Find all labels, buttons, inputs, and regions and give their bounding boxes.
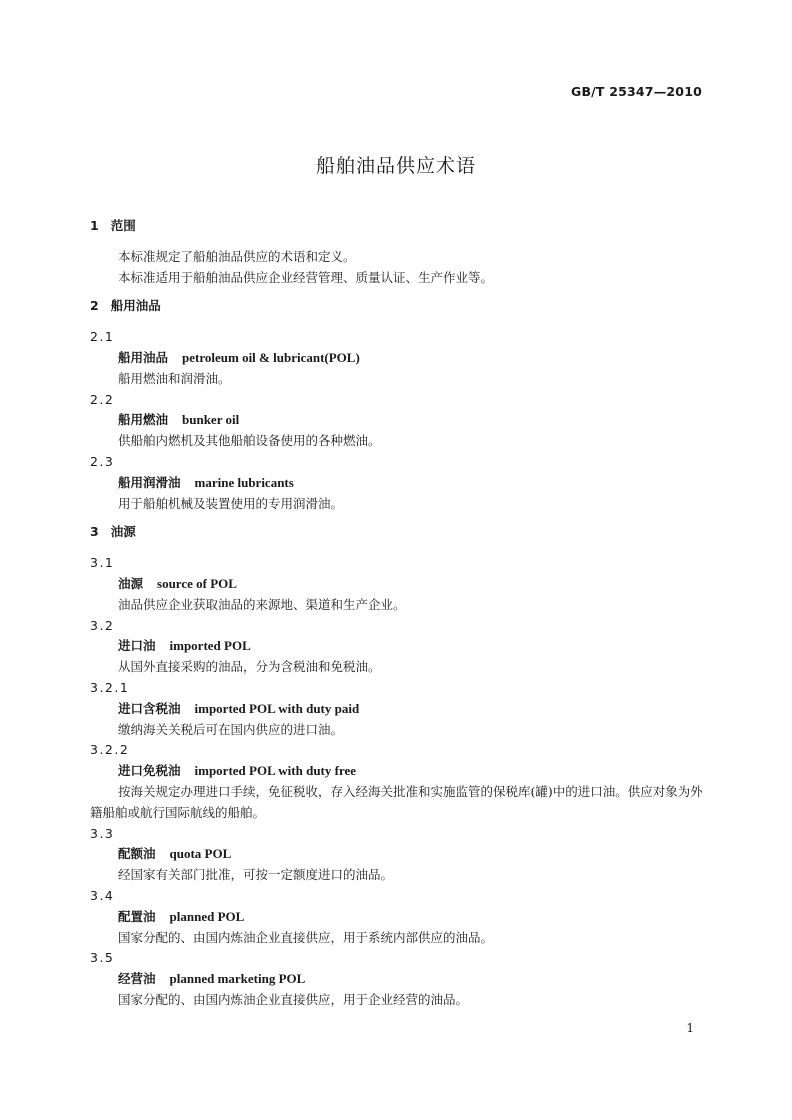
clause-number: 2.2 [90,391,115,407]
section-number: 2 [90,298,99,314]
term-line [90,636,705,657]
section-title: 船用油品 [110,298,161,314]
document-body [90,216,705,1011]
term-definition: 油品供应企业获取油品的来源地、渠道和生产企业。 [118,596,406,612]
term-chinese: 经营油 [118,971,156,987]
clause [90,886,705,948]
section-number: 1 [90,218,99,233]
section-heading-scope [90,216,705,237]
term-line [90,761,705,782]
clause [90,740,705,823]
term-line [90,574,705,595]
term-definition: 经国家有关部门批准，可按一定额度进口的油品。 [118,867,394,883]
term-chinese: 进口含税油 [118,700,181,716]
term-english: quota POL [169,846,232,862]
term-chinese: 进口免税油 [118,763,181,779]
term-line [90,907,705,928]
term-definition: 用于船舶机械及装置使用的专用润滑油。 [118,495,344,511]
term-line [90,844,705,865]
term-english: planned marketing POL [169,971,306,987]
scope-paragraph: 本标准适用于船舶油品供应企业经营管理、质量认证、生产作业等。 [118,269,494,285]
section-title: 范围 [110,218,136,233]
document-title: 船舶油品供应术语 [315,155,476,177]
term-english: planned POL [169,908,245,924]
clause [90,327,705,389]
term-chinese: 船用油品 [118,349,169,365]
term-line [90,473,705,494]
clause [90,948,705,1010]
section-number: 3 [90,524,99,540]
clause [90,678,705,740]
clause [90,553,705,615]
clause-number: 2.3 [90,453,115,469]
term-chinese: 配置油 [118,908,156,924]
term-english: imported POL with duty free [194,763,357,779]
term-line [90,410,705,431]
term-chinese: 进口油 [118,638,156,654]
term-definition: 按海关规定办理进口手续，免征税收，存入经海关批准和实施监管的保税库(罐)中的进口油。供应对象为外籍船舶或航行国际航线的船舶。 [90,783,703,820]
clause-number: 3.2.1 [90,679,130,695]
clause [90,824,705,886]
term-line [90,969,705,990]
section-title: 油源 [110,524,136,540]
term-english: marine lubricants [194,474,294,490]
clause-number: 3.2 [90,617,115,633]
term-definition: 船用燃油和润滑油。 [118,370,231,386]
clause [90,452,705,514]
term-english: petroleum oil & lubricant(POL) [182,349,360,365]
clause-number: 3.1 [90,555,115,571]
term-english: imported POL [169,638,251,654]
term-definition: 供船舶内燃机及其他船舶设备使用的各种燃油。 [118,433,381,449]
clause-number: 2.1 [90,329,115,345]
clause-number: 3.2.2 [90,742,130,758]
clause-number: 3.3 [90,825,115,841]
term-definition: 缴纳海关关税后可在国内供应的进口油。 [118,721,344,737]
clause [90,616,705,678]
term-line [90,699,705,720]
term-english: source of POL [157,575,237,591]
term-english: bunker oil [182,412,240,428]
section-heading-pol-source [90,522,705,543]
term-chinese: 配额油 [118,846,156,862]
term-chinese: 船用润滑油 [118,474,181,490]
clause [90,390,705,452]
page-number: 1 [686,1021,694,1035]
clause-number: 3.4 [90,887,115,903]
scope-paragraph: 本标准规定了船舶油品供应的术语和定义。 [118,248,356,264]
term-definition: 国家分配的、由国内炼油企业直接供应，用于系统内部供应的油品。 [118,929,494,945]
term-chinese: 船用燃油 [118,412,169,428]
clause-number: 3.5 [90,950,115,966]
standard-code: GB/T 25347—2010 [570,84,702,99]
term-line [90,348,705,369]
term-definition: 国家分配的、由国内炼油企业直接供应，用于企业经营的油品。 [118,991,469,1007]
section-heading-marine-pol [90,296,705,317]
term-english: imported POL with duty paid [194,700,360,716]
term-chinese: 油源 [118,575,144,591]
term-definition: 从国外直接采购的油品，分为含税油和免税油。 [118,659,381,675]
